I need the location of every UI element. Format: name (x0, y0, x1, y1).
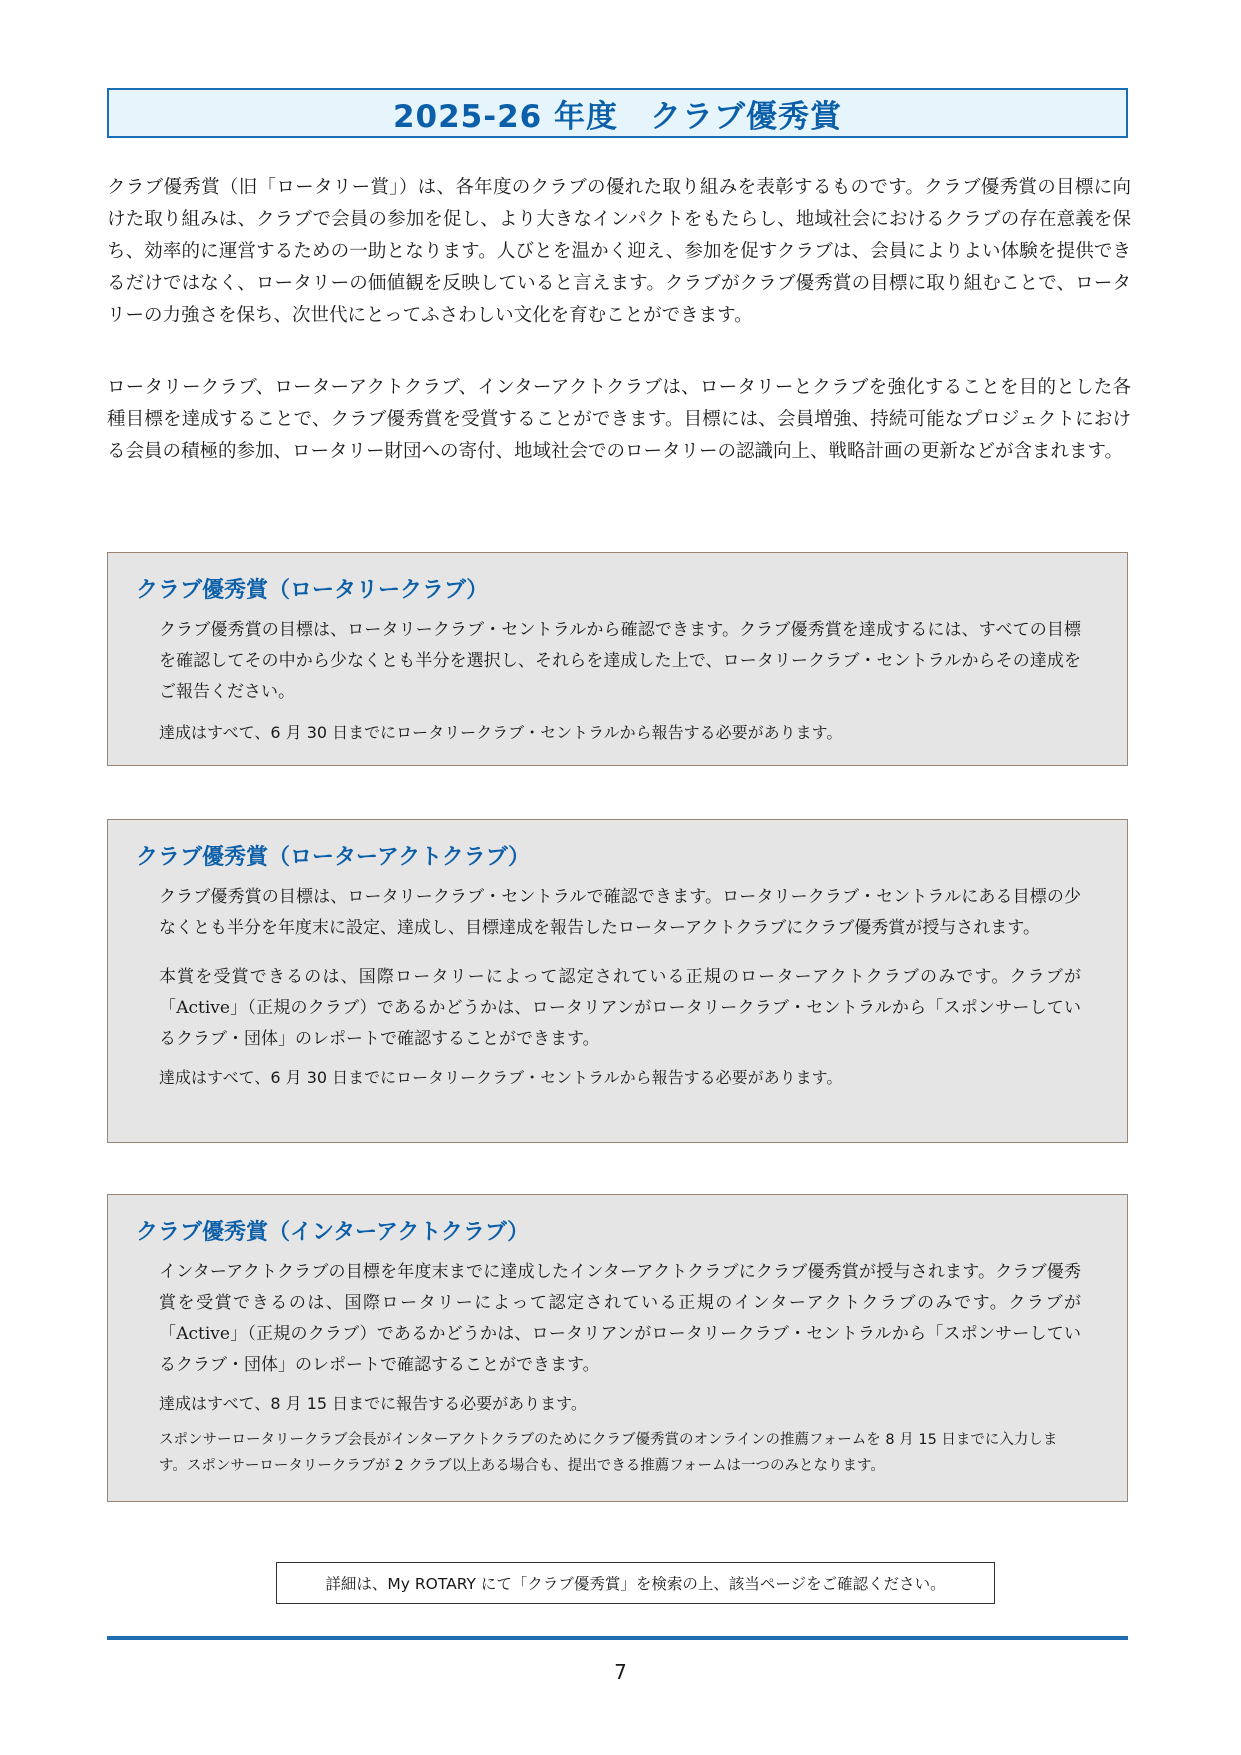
rotaract-club-panel (107, 819, 1128, 1143)
interact-club-note: スポンサーロータリークラブ会長がインターアクトクラブのためにクラブ優秀賞のオンラインの推薦フォームを 8 月 15 日までに入力します。スポンサーロータリークラブが 2 クラブ以上ある場合も、提出できる推薦フォームは一つのみとなります。 (159, 1432, 1058, 1474)
rotary-club-heading: クラブ優秀賞（ロータリークラブ） (136, 578, 489, 603)
footer-divider (107, 1636, 1128, 1640)
rotary-club-deadline: 達成はすべて、6 月 30 日までにロータリークラブ・セントラルから報告する必要があります。 (159, 723, 843, 742)
rotaract-club-deadline: 達成はすべて、6 月 30 日までにロータリークラブ・セントラルから報告する必要があります。 (159, 1068, 843, 1087)
rotaract-club-heading: クラブ優秀賞（ローターアクトクラブ） (136, 845, 531, 870)
rotaract-club-eligibility: 本賞を受賞できるのは、国際ロータリーによって認定されている正規のローターアクトクラブのみです。クラブが「Active」（正規のクラブ）であるかどうかは、ロータリアンがロータリークラブ・セントラルから「スポンサーしているクラブ・団体」のレポートで確認することができます。 (159, 967, 1081, 1049)
interact-club-deadline: 達成はすべて、8 月 15 日までに報告する必要があります。 (159, 1394, 587, 1413)
page-title-box (107, 88, 1128, 138)
intro-paragraph-1: クラブ優秀賞（旧「ロータリー賞」）は、各年度のクラブの優れた取り組みを表彰するものです。クラブ優秀賞の目標に向けた取り組みは、クラブで会員の参加を促し、より大きなインパクトをもたらし、地域社会におけるクラブの存在意義を保ち、効率的に運営するための一助となります。人びとを温かく迎え、参加を促すクラブは、会員によりよい体験を提供できるだけではなく、ロータリーの価値観を反映していると言えます。クラブがクラブ優秀賞の目標に取り組むことで、ロータリーの力強さを保ち、次世代にとってふさわしい文化を育むことができます。 (107, 177, 1131, 326)
interact-club-heading: クラブ優秀賞（インターアクトクラブ） (136, 1220, 530, 1245)
rotary-club-body (159, 615, 1081, 746)
rotary-club-panel (107, 552, 1128, 766)
rotary-club-description: クラブ優秀賞の目標は、ロータリークラブ・セントラルから確認できます。クラブ優秀賞を達成するには、すべての目標を確認してその中から少なくとも半分を選択し、それらを達成した上で、ロータリークラブ・セントラルからその達成をご報告ください。 (159, 620, 1081, 702)
interact-club-description: インターアクトクラブの目標を年度末までに達成したインターアクトクラブにクラブ優秀賞が授与されます。クラブ優秀賞を受賞できるのは、国際ロータリーによって認定されている正規のインターアクトクラブのみです。クラブが「Active」（正規のクラブ）であるかどうかは、ロータリアンがロータリークラブ・セントラルから「スポンサーしているクラブ・団体」のレポートで確認することができます。 (159, 1262, 1081, 1375)
rotaract-club-body (159, 882, 1081, 1091)
interact-club-body (159, 1257, 1081, 1479)
footer-note-box (276, 1562, 995, 1604)
rotaract-club-description: クラブ優秀賞の目標は、ロータリークラブ・セントラルで確認できます。ロータリークラブ・セントラルにある目標の少なくとも半分を年度末に設定、達成し、目標達成を報告したローターアクトクラブにクラブ優秀賞が授与されます。 (159, 887, 1081, 938)
intro-paragraph-2: ロータリークラブ、ローターアクトクラブ、インターアクトクラブは、ロータリーとクラブを強化することを目的とした各種目標を達成することで、クラブ優秀賞を受賞することができます。目標には、会員増強、持続可能なプロジェクトにおける会員の積極的参加、ロータリー財団への寄付、地域社会でのロータリーの認識向上、戦略計画の更新などが含まれます。 (107, 377, 1131, 462)
page-number: 7 (614, 1660, 627, 1684)
page-title: 2025-26 年度 クラブ優秀賞 (392, 98, 843, 135)
footer-note: 詳細は、My ROTARY にて「クラブ優秀賞」を検索の上、該当ページをご確認ください。 (325, 1575, 946, 1593)
interact-club-panel (107, 1194, 1128, 1502)
